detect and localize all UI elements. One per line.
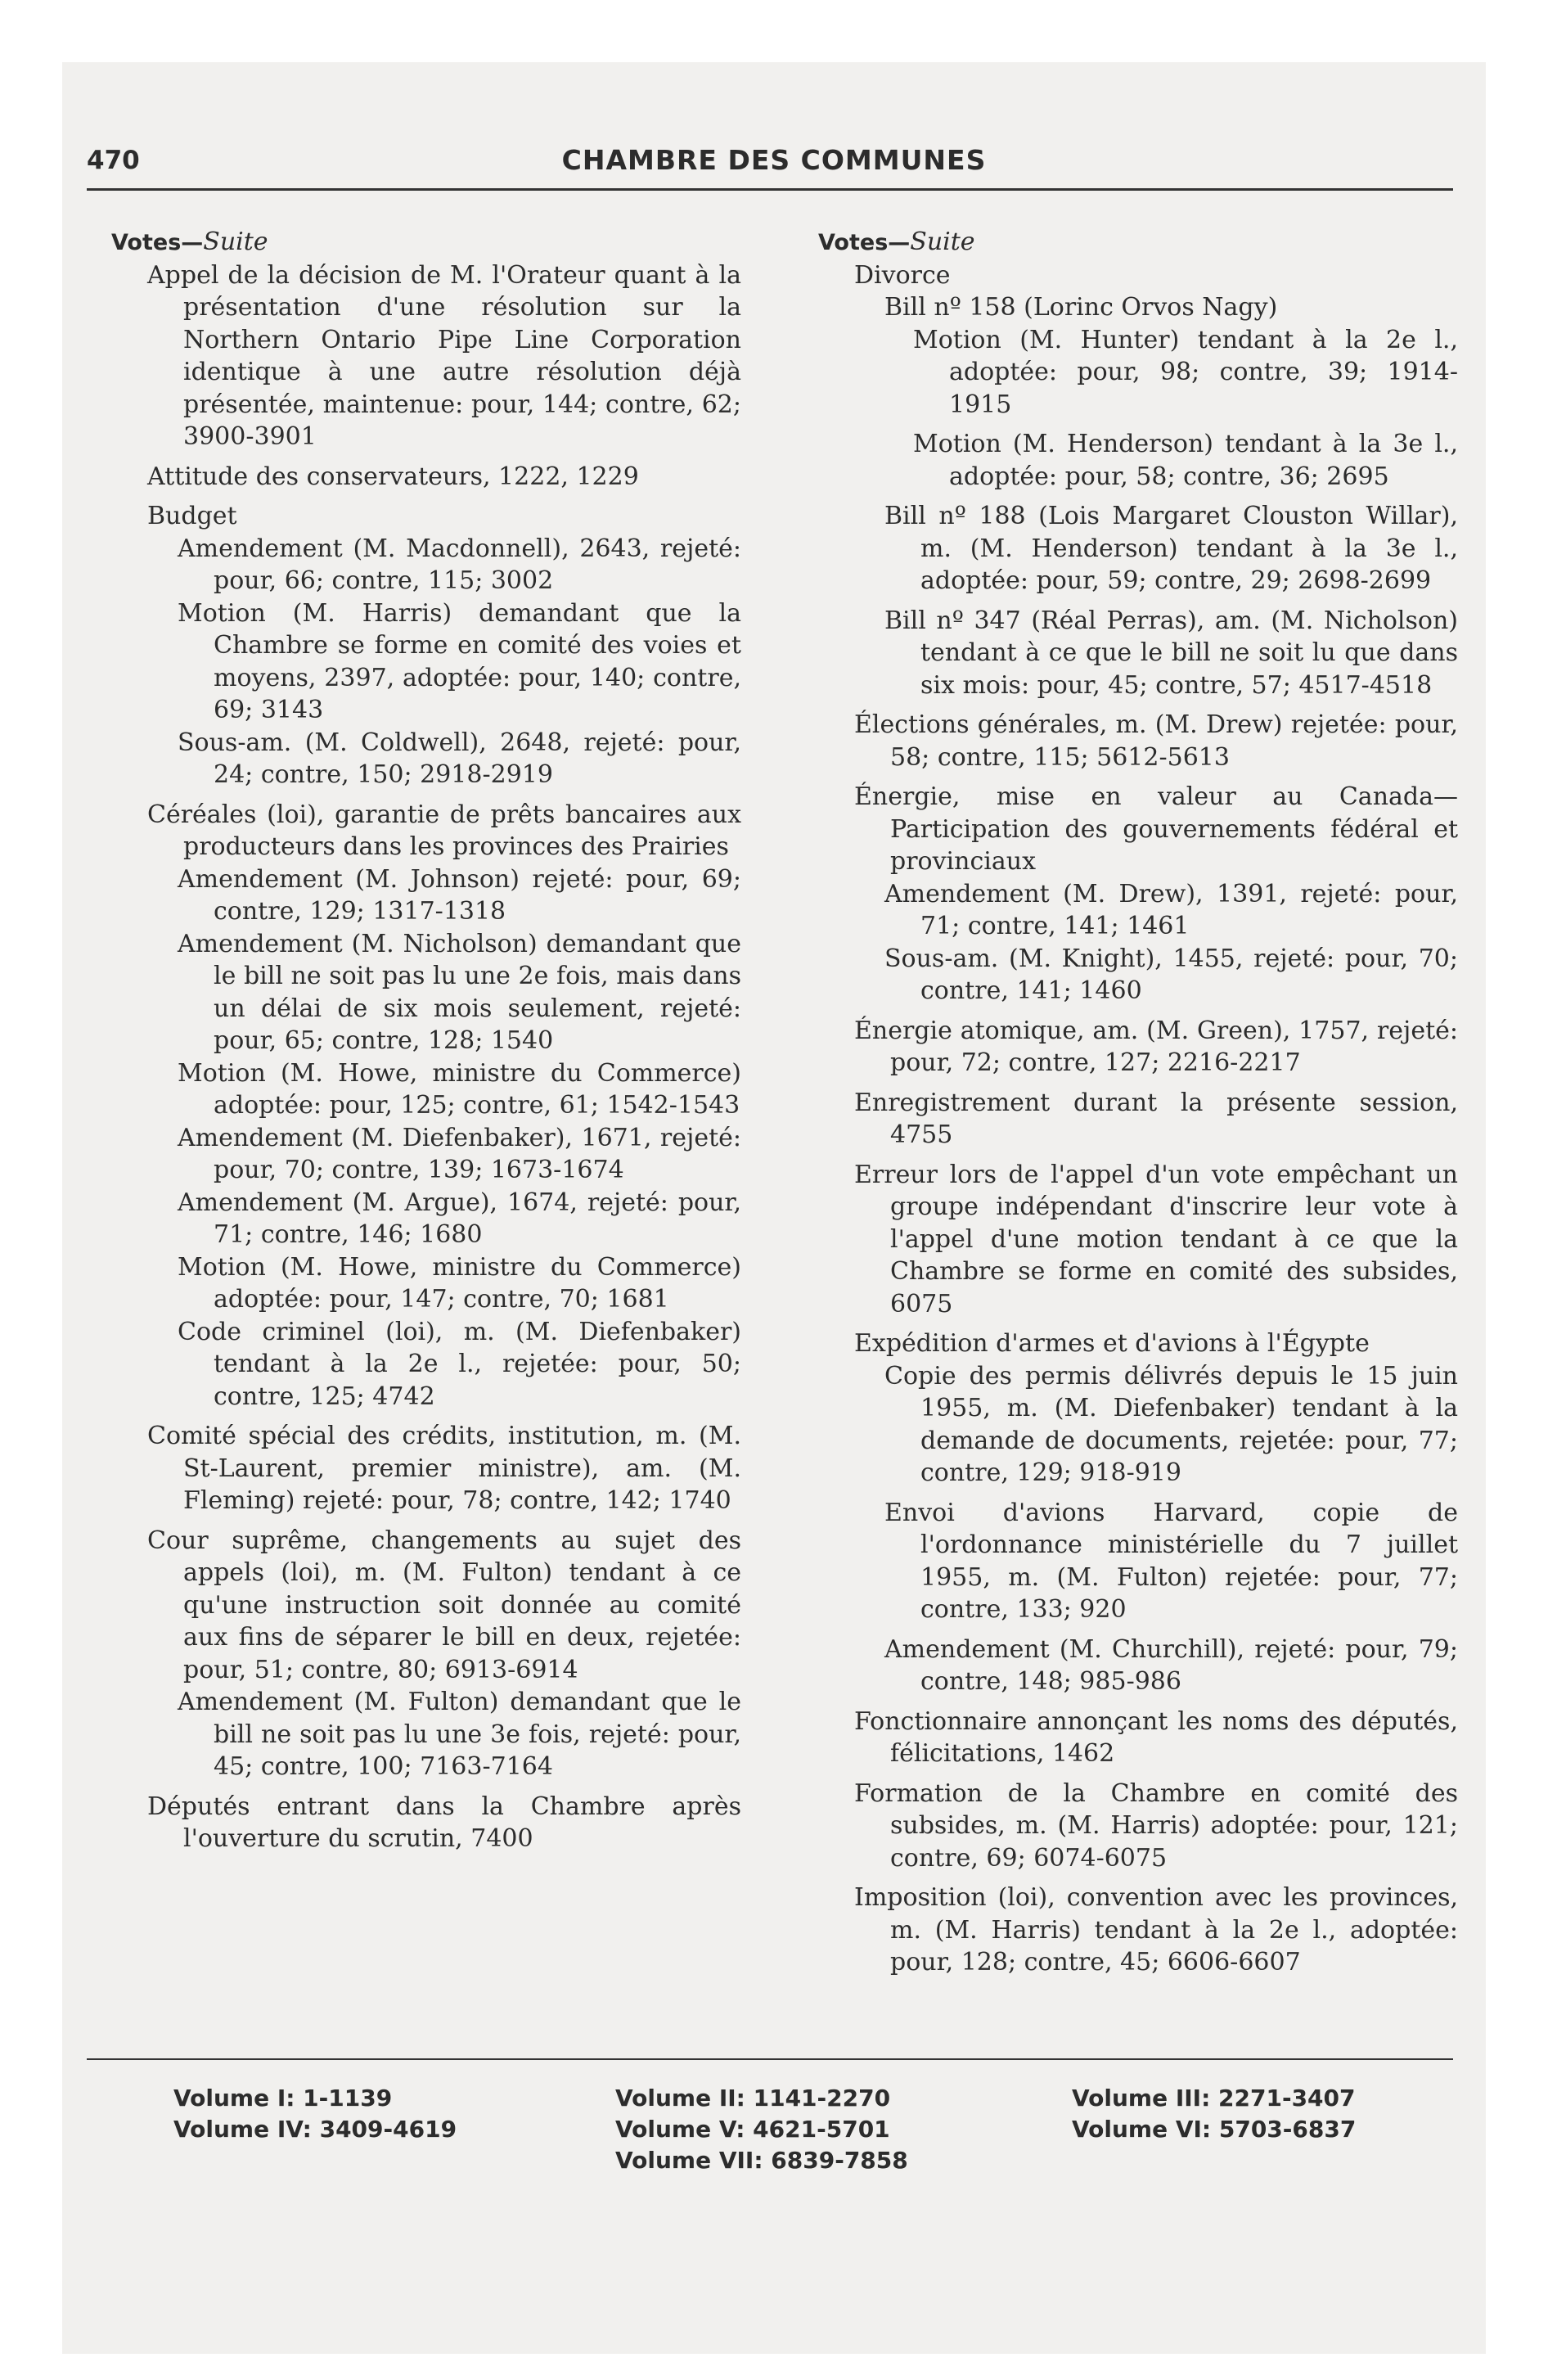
entry: Budget xyxy=(147,502,237,530)
volume-group-3 xyxy=(1072,2083,1356,2145)
volume-range: Volume IV: 3409-4619 xyxy=(173,2116,457,2143)
sub-entry: Amendement (M. Churchill), rejeté: pour, 79; contre, 148; 985-986 xyxy=(884,1634,1458,1696)
entry: Enregistrement durant la présente session, 4755 xyxy=(854,1088,1458,1149)
volume-range: Volume III: 2271-3407 xyxy=(1072,2085,1356,2112)
entry: Attitude des conservateurs, 1222, 1229 xyxy=(147,462,639,491)
right-column xyxy=(818,226,1458,1979)
entry: Divorce xyxy=(854,260,951,290)
sub-entry: Copie des permis délivrés depuis le 15 juin 1955, m. (M. Diefenbaker) tendant à la demande de documents, rejetée: pour, 77; contre, 129; 918-919 xyxy=(884,1361,1458,1487)
header-rule xyxy=(87,188,1453,191)
volume-range: Volume V: 4621-5701 xyxy=(615,2116,890,2143)
volume-range: Volume II: 1141-2270 xyxy=(615,2085,891,2112)
sub-sub-entry: Motion (M. Henderson) tendant à la 3e l., adoptée: pour, 58; contre, 36; 2695 xyxy=(913,430,1458,491)
volume-group-2 xyxy=(615,2083,908,2176)
section-heading-right: Votes—Suite xyxy=(818,228,975,256)
entry: Députés entrant dans la Chambre après l'ouverture du scrutin, 7400 xyxy=(147,1792,741,1853)
entry: Imposition (loi), convention avec les provinces, m. (M. Harris) tendant à la 2e l., adoptée: pour, 128; contre, 45; 6606-6607 xyxy=(854,1883,1458,1977)
entry: Appel de la décision de M. l'Orateur quant à la présentation d'une résolution sur la Northern Ontario Pipe Line Corporation identique à une autre résolution déjà présentée, maintenue: pour, 144; contre, 62; 3900-3901 xyxy=(147,260,741,451)
footer-rule xyxy=(87,2058,1453,2060)
sub-entry: Envoi d'avions Harvard, copie de l'ordonnance ministérielle du 7 juillet 1955, m. (M. Fulton) rejetée: pour, 77; contre, 133; 920 xyxy=(884,1498,1458,1624)
entry: Cour suprême, changements au sujet des appels (loi), m. (M. Fulton) tendant à ce qu'une instruction soit donnée au comité aux fins de séparer le bill en deux, rejetée: pour, 51; contre, 80; 6913-6914 xyxy=(147,1526,741,1684)
running-head: CHAMBRE DES COMMUNES xyxy=(561,144,987,176)
sub-entry: Amendement (M. Johnson) rejeté: pour, 69; contre, 129; 1317-1318 xyxy=(178,864,741,926)
sub-entry: Amendement (M. Diefenbaker), 1671, rejeté: pour, 70; contre, 139; 1673-1674 xyxy=(178,1123,741,1184)
entry: Énergie atomique, am. (M. Green), 1757, rejeté: pour, 72; contre, 127; 2216-2217 xyxy=(854,1016,1458,1077)
volume-group-1 xyxy=(173,2083,457,2145)
entry: Élections générales, m. (M. Drew) rejetée: pour, 58; contre, 115; 5612-5613 xyxy=(854,710,1458,772)
sub-entry: Motion (M. Harris) demandant que la Chambre se forme en comité des voies et moyens, 2397, adoptée: pour, 140; contre, 69; 3143 xyxy=(178,598,741,724)
entry: Expédition d'armes et d'avions à l'Égypte xyxy=(854,1329,1370,1358)
volume-range: Volume VI: 5703-6837 xyxy=(1072,2116,1357,2143)
left-column xyxy=(111,226,741,1855)
sub-entry: Amendement (M. Argue), 1674, rejeté: pour, 71; contre, 146; 1680 xyxy=(178,1188,741,1249)
sub-entry: Sous-am. (M. Coldwell), 2648, rejeté: pour, 24; contre, 150; 2918-2919 xyxy=(178,728,741,789)
sub-entry: Sous-am. (M. Knight), 1455, rejeté: pour, 70; contre, 141; 1460 xyxy=(884,944,1458,1005)
entry: Erreur lors de l'appel d'un vote empêchant un groupe indépendant d'inscrire leur vote à l'appel d'une motion tendant à ce que la Chambre se forme en comité des subsides, 6075 xyxy=(854,1160,1458,1318)
entry: Énergie, mise en valeur au Canada—Participation des gouvernements fédéral et provinciaux xyxy=(854,782,1458,876)
sub-entry: Code criminel (loi), m. (M. Diefenbaker) tendant à la 2e l., rejetée: pour, 50; contre, 125; 4742 xyxy=(178,1317,741,1411)
page-number: 470 xyxy=(87,146,140,175)
sub-sub-entry: Motion (M. Hunter) tendant à la 2e l., adoptée: pour, 98; contre, 39; 1914-1915 xyxy=(913,325,1458,419)
entry: Fonctionnaire annonçant les noms des députés, félicitations, 1462 xyxy=(854,1706,1458,1768)
sub-entry: Motion (M. Howe, ministre du Commerce) adoptée: pour, 147; contre, 70; 1681 xyxy=(178,1252,741,1314)
sub-entry: Amendement (M. Nicholson) demandant que le bill ne soit pas lu une 2e fois, mais dans un délai de six mois seulement, rejeté: pour, 65; contre, 128; 1540 xyxy=(178,929,741,1055)
sub-entry: Amendement (M. Fulton) demandant que le bill ne soit pas lu une 3e fois, rejeté: pour, 45; contre, 100; 7163-7164 xyxy=(178,1688,741,1781)
section-heading-left: Votes—Suite xyxy=(111,228,268,256)
entry: Comité spécial des crédits, institution, m. (M. St-Laurent, premier ministre), am. (M. Fleming) rejeté: pour, 78; contre, 142; 1740 xyxy=(147,1422,741,1515)
sub-entry: Bill nº 158 (Lorinc Orvos Nagy) xyxy=(884,293,1278,322)
sub-entry: Amendement (M. Macdonnell), 2643, rejeté: pour, 66; contre, 115; 3002 xyxy=(178,534,741,595)
sub-entry: Bill nº 188 (Lois Margaret Clouston Willar), m. (M. Henderson) tendant à la 3e l., adoptée: pour, 59; contre, 29; 2698-2699 xyxy=(884,502,1458,595)
volume-range: Volume VII: 6839-7858 xyxy=(615,2147,908,2174)
sub-entry: Motion (M. Howe, ministre du Commerce) adoptée: pour, 125; contre, 61; 1542-1543 xyxy=(178,1058,741,1120)
sub-entry: Bill nº 347 (Réal Perras), am. (M. Nicholson) tendant à ce que le bill ne soit lu que dans six mois: pour, 45; contre, 57; 4517-4518 xyxy=(884,606,1458,700)
volume-range: Volume I: 1-1139 xyxy=(173,2085,393,2112)
entry: Céréales (loi), garantie de prêts bancaires aux producteurs dans les provinces des Prairies xyxy=(147,800,741,861)
sub-entry: Amendement (M. Drew), 1391, rejeté: pour, 71; contre, 141; 1461 xyxy=(884,879,1458,940)
entry: Formation de la Chambre en comité des subsides, m. (M. Harris) adoptée: pour, 121; contre, 69; 6074-6075 xyxy=(854,1778,1458,1873)
